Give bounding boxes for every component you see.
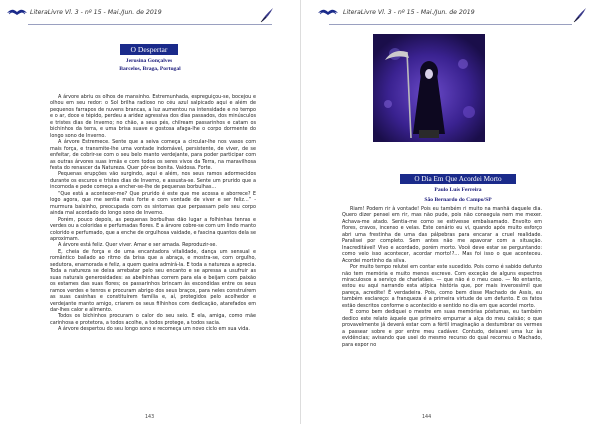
article-author: Paulo Luís Ferreira: [434, 187, 482, 193]
paragraph: A árvore despertou do seu longo sono e recomeça um novo ciclo em sua vida.: [58, 326, 250, 333]
paragraph: A árvore está feliz. Quer viver. Amar e ser amada. Reproduzir-se.: [58, 242, 217, 249]
article-author: Jerusina Gonçalves: [125, 58, 173, 64]
header-rule: [329, 24, 572, 25]
quill-pen-icon: [571, 6, 589, 24]
article-place: São Bernardo do Campo/SP: [424, 197, 492, 203]
page-number: 143: [145, 415, 155, 420]
paragraph: Por muito tempo relutei em contar este sucedido. Pois como é sabido defunto não tem memória e muito menos escreve. Com exceção de alguns espectros miraculosos a serviço de charlatães. — que não é o meu caso. — No entanto, estou eu aqui narrando esta atípica história que, por mais inverossímil que pareça, acredite! É verdadeira. Pois, como bem disse Machado de Assis, eu também esclareço: a franqueza é a primeira virtude de um defunto. E os fatos estão descritos conforme o acontecido e sentido no dia em que acordei morto.: [342, 264, 542, 309]
paragraph: A árvore abriu os olhos de mansinho. Estremunhada, espreguiçou-se, bocejou e olhou em seu redor: o Sol brilha radioso no céu azul salpicado aqui e além de pequenos farrapos de nuvens brancas, a luz aumentou na intensidade e no tempo e o ar, doce e tépido, perdeu a aridez agressiva dos dias passados, dos minúsculos e tristes dias de Inverno; no chão, a seus pés, chilream passarinhos e catam os bichinhos da terra, e uma brisa suave e gostosa afaga-lhe o corpo dormente do longo sono de Inverno.: [50, 94, 256, 139]
article-body: [342, 206, 542, 348]
page-number: 144: [422, 415, 432, 420]
paragraph: Todos os bichinhos procuram o calor do seu seio. E ela, amiga, como mãe carinhosa e protetora, a todos acolhe, a todos protege, a todos sacia.: [50, 313, 256, 326]
paragraph: Riam! Podem rir à vontade! Pois eu também ri muito na manhã daquele dia. Quero dizer pensei em rir, mas não pude, pois não conseguia nem me mexer. Achava-me atado. Sentia-me como se estivesse embalsamado. Envolto em flores, cravos, incenso e velas. Este cenário eu vi, quando após muito esforço abri uma frestinha de uma das pálpebras para encarar a cruel realidade. Paralisei por completo. Sem antes não me apavorar com a situação. Inacreditável! Vivo e acordado, porém morto. Você deve estar se perguntando: como veio isso acontecer, acordar morto!?… Mas foi isso o que aconteceu. Acordei mortinho da silva.: [342, 206, 542, 264]
paragraph: Porém, pouco depois, as pequenas borbulhas dão lugar a folhinhas tenras e verdes ou a coloridas e perfumadas flores. E a árvore cobre-se com um lindo manto colorido e perfumado, que a enche de orgulhosa vaidade, e fascina quantos dela se aproximam.: [50, 216, 256, 242]
winged-logo-icon: [6, 6, 28, 20]
page-header: [0, 6, 300, 22]
quill-pen-icon: [258, 6, 276, 24]
article-place: Barcelos, Braga, Portugal: [119, 66, 181, 72]
winged-logo-icon: [317, 6, 339, 20]
journal-title: LiteraLivre Vl. 3 - nº 15 - Mai./Jun. de 2019: [30, 9, 162, 16]
article-body: [50, 94, 256, 333]
grim-reaper-illustration: [373, 34, 485, 142]
paragraph: Pequenas erupções vão surgindo, aqui e além, nos seus ramos adormecidos durante os escuros e tristes dias de Inverno, e assusta-se. Sente um prurido que a incomoda e pede começa a encher-se-lhe de pequenas borbulhas…: [50, 171, 256, 191]
paragraph: E, cheia de força e de uma encantadora vitalidade, dança um sensual e romântico bailado ao ritmo da brisa que a abraça, e mostra-se, com orgulho, sedutora, enamorada e feliz, a quem queira admirá-la. E toda a natureza a aprecia. Toda a natureza se deixa arrebatar pelo seu encanto e se apressa a usufruir as suas naturais generosidades: as abelhinhas correm para ela e beijam com paixão os estames das suas flores; os passarinhos brincam às escondidas entre os seus ramos verdes e tenros e procuram abrigo dos seus braços, para neles construírem as suas casinhas e constituírem família e, aí, protegidos pelo acolhedor e verdejante manto amigo, criarem os seus filhinhos com dedicação, atarefados em dar-lhes calor e alimento.: [50, 248, 256, 313]
page-header: [301, 6, 600, 22]
journal-title: LiteraLivre Vl. 3 - nº 15 - Mai./Jun. de 2019: [343, 9, 475, 16]
paragraph: “Que está a acontecer-me? Que prurido é este que me acossa e aborrece? E logo agora, que me sentia mais forte e com vontade de viver e ser feliz…” - murmura baixinho, preocupada com os sintomas que perpassam pelo seu corpo ainda mal acordado do longo sono de Inverno.: [50, 190, 256, 217]
paragraph: E como bem dediquei o mestre em suas memórias póstumas, eu também dedico este relato àquele que primeiro empurrar a alça do meu caixão; o que provavelmente já deverá estar com a fértil imaginação a destumbrar os vermes a passear sobre e por entre meu cadáver. Contudo, deixarei uma luz às evidências; avisando que usei do mesmo recurso do qual recorreu o Machado, para expor no: [342, 309, 542, 348]
paragraph: A árvore Estremece. Sente que a seiva começa a circular-lhe nos vasos com mais força, e transmite-lhe uma vontade indomável, persistente, de viver, de se enfeitar, de cobrir-se com o seu belo manto verdejante, para poder participar com as outras árvores suas irmãs e com todos os seres vivos da Terra, na maravilhosa festa do renascer da Natureza. Quer pôr-se bonita. Vaidosa. Forte.: [50, 139, 256, 171]
article-title: O Dia Em Que Acordei Morto: [400, 174, 516, 184]
header-rule: [28, 24, 272, 25]
article-title: O Despertar: [120, 44, 178, 55]
